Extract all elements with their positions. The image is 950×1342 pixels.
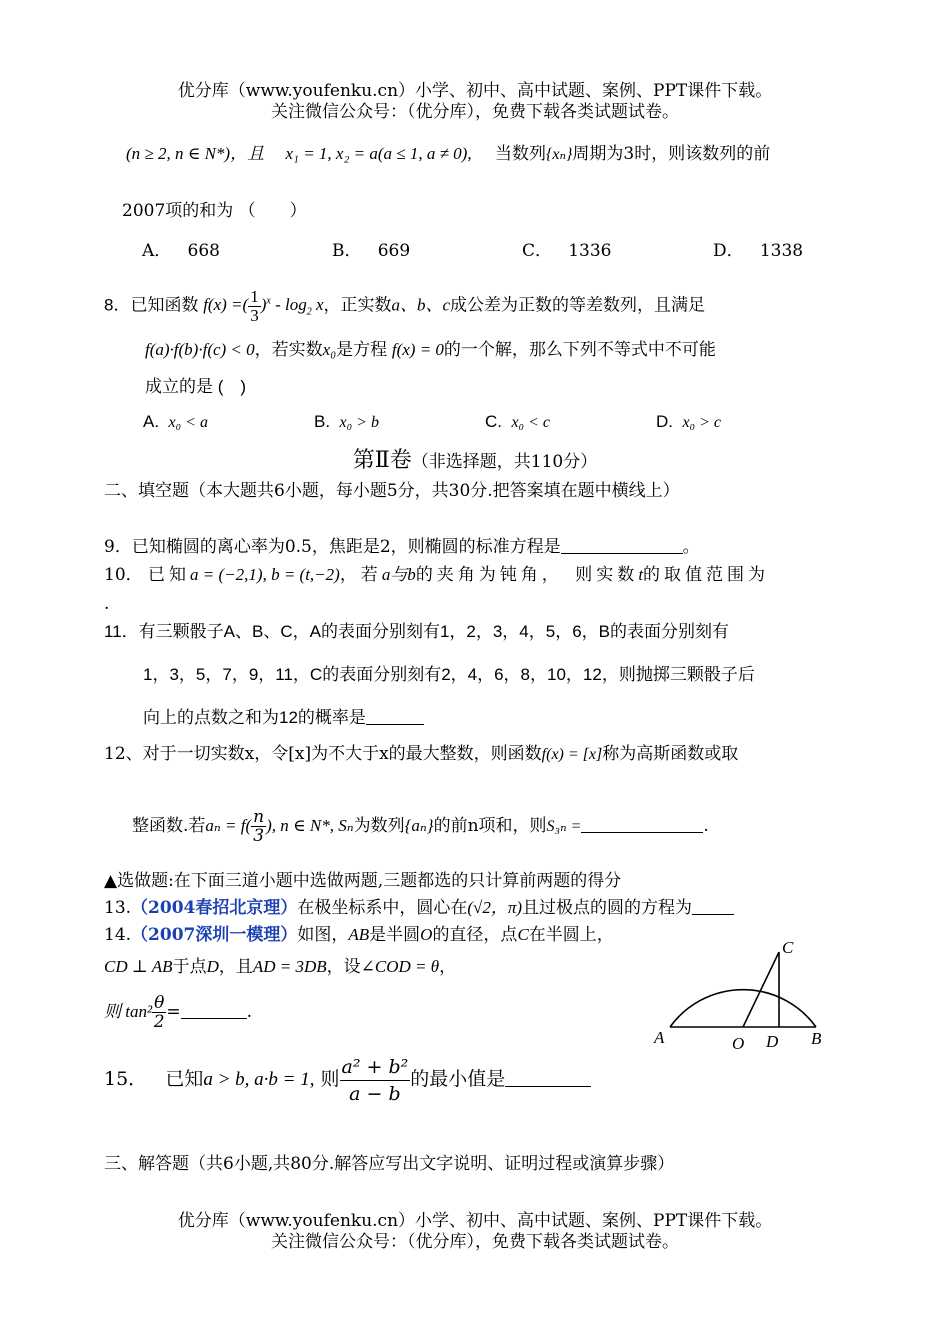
q12-seq: {aₙ} [404,816,434,835]
q15-t1: 已知 [165,1068,204,1090]
q15-frac-den: a − b [349,1082,401,1105]
option-label: C． [522,241,553,261]
q7-text-a: 当数列 [494,144,546,164]
q8-option-d[interactable] [656,411,721,434]
q12-t1: 12、对于一切实数x，令[x]为不大于x的最大整数，则函数 [104,744,542,764]
q8-line-2 [145,339,716,361]
q14-perp: CD ⊥ AB [104,957,173,976]
q12-t2: 称为高斯函数或取 [602,744,739,764]
q10-ab: a与b [381,565,416,584]
q8-t5: 是方程 [336,340,388,359]
part2-subtitle: （非选择题，共110分） [411,452,598,472]
q14-l2d: ，设 [326,957,361,977]
option-value: x₀ < c [511,414,551,431]
q10-end: . [104,594,110,614]
q14-l3b: = [166,1002,181,1022]
label-d: D [766,1032,779,1051]
option-value: 1338 [759,241,804,261]
q14-frac-den: 2 [153,1012,165,1032]
part2-heading [0,450,950,473]
q7-option-d[interactable] [713,240,803,262]
q15-cond: a > b, a·b = 1, [203,1069,315,1090]
label-o: O [732,1034,745,1053]
q14-l2b: 于点 [172,957,207,977]
q8-func: f(x) =( $\frac{1}{3}$ )$^x - \log_2 x$ [203,287,324,325]
q10-t2: ，若 [339,565,382,585]
q8-t6: 的一个解，那么下列不等式中不可能 [443,340,716,359]
header-line-2: 关注微信公众号：（优分库），免费下载各类试题试卷。 [271,102,679,122]
q12-s3n: S₃ₙ = [546,818,582,835]
part2-section: 二、填空题（本大题共6小题，每小题5分，共30分.把答案填在题中横线上） [104,481,680,501]
q10-line-1 [104,564,769,586]
q15-frac-num: a² + b² [340,1054,411,1081]
q11-text: 向上的点数之和为12的概率是 [143,708,366,727]
q12-l2c: 的前n项和，则 [433,816,547,836]
q12-l2a: 整函数.若 [132,816,206,836]
semicircle-figure [648,934,838,1054]
option-label: B． [332,241,362,261]
q14-l3a: 则 tan² [104,1002,153,1021]
q7-line-1 [126,143,770,166]
option-label: A． [142,241,172,261]
option-value: 669 [377,241,411,261]
q14-c: C [517,925,529,944]
q14-d: D [206,957,219,976]
q15 [104,1051,591,1108]
q8-num: 8． [104,295,131,315]
q14-end: . [246,1002,252,1022]
q8-eq: f(x) = 0 [391,340,444,359]
q14-ad: AD = 3DB [252,957,327,976]
label-c: C [782,938,794,957]
semicircle-arc [670,990,816,1027]
q10-vec: a = (−2,1), b = (t,−2) [190,565,340,584]
option-value: x₀ > b [339,414,379,431]
part2-title: 第Ⅱ卷 [352,448,412,473]
q14-line-3 [104,992,252,1032]
q12-func: f(x) = [x] [541,746,603,763]
q12-frac-num: n [253,807,265,827]
q14-ab: AB [348,925,370,944]
q7-line-2: 2007项的和为 （ ） [122,201,307,221]
q8-t2: ，正实数 [323,295,392,315]
q13 [104,897,734,919]
q10-num: 10． [104,565,143,585]
option-label: C. [485,412,502,431]
q8-option-c[interactable] [485,411,550,434]
q12-end: . [703,816,709,836]
q11-line-1: 11．有三颗骰子A、B、C，A的表面分别刻有1，2，3，4，5，6，B的表面分别刻有 [104,622,730,641]
q14-t1: 如图， [297,925,349,945]
option-label: B. [314,412,331,431]
q7-option-c[interactable] [522,240,612,262]
q10-t4: 的取值范围为 [643,565,770,585]
q14-t2: 是半圆 [369,925,421,945]
q8-option-a[interactable] [143,411,208,434]
q14-source: （2007深圳一模理） [131,925,298,945]
option-value: 1336 [568,241,612,261]
option-label: D． [713,241,744,261]
q11-line-3 [143,707,424,729]
q10-t3: 的夹角为钝角， 则实数 [415,565,639,585]
q9-text: 9．已知椭圆的离心率为0.5，焦距是2，则椭圆的标准方程是 [104,537,561,557]
q8-line-1 [104,288,705,325]
option-value: x₀ < a [168,414,208,431]
q15-t2: 则 [320,1068,340,1090]
q12-an2: ), n ∈ N*, Sₙ [266,816,354,835]
q8-t4: ，若实数 [254,340,323,359]
label-b: B [811,1029,822,1048]
q8-cond: f(a)·f(b)·f(c) < 0 [145,340,255,359]
q14-num: 14. [104,925,132,945]
q9-end: 。 [682,537,700,557]
q12-line-2 [132,806,709,847]
part3-section: 三、解答题（共6小题,共80分.解答应写出文字说明、证明过程或演算步骤） [104,1154,675,1174]
q11-line-2: 1，3，5，7，9，11，C的表面分别刻有2，4，6，8，10，12，则抛掷三颗骰子后 [143,665,755,684]
q9-answer-blank[interactable] [561,537,683,554]
label-a: A [654,1028,665,1047]
q8-line-3: 成立的是 ( ) [145,377,247,396]
option-label: D. [656,412,673,431]
q12-answer-blank[interactable] [581,816,703,833]
q14-l2e: ， [439,957,457,977]
q14-line-1 [104,924,614,946]
option-value: x₀ > c [682,414,722,431]
q8-t3: 成公差为正数的等差数列，且满足 [450,295,706,315]
q8-x0: x₀ [322,340,337,359]
choose-note: ▲选做题:在下面三道小题中选做两题,三题都选的只计算前两题的得分 [104,871,622,891]
q8-frac-num: 1 [250,287,259,306]
q8-option-b[interactable] [314,411,379,434]
q7-text-b: 周期为3时，则该数列的前 [572,144,771,164]
q7-option-b[interactable] [332,240,410,262]
footer-line-2: 关注微信公众号：（优分库），免费下载各类试题试卷。 [271,1232,679,1252]
q14-l2c: ，且 [218,957,253,977]
q7-cond: (n ≥ 2, n ∈ N*)，且 [126,144,265,163]
q8-frac-den: 3 [250,306,259,325]
q12-frac-den: 3 [253,826,265,846]
q14-answer-blank[interactable] [181,1002,247,1019]
q14-t4: 在半圆上， [528,925,614,945]
q14-frac-num: θ [154,993,165,1013]
q11-answer-blank[interactable] [366,708,424,725]
q14-t3: 的直径，点 [432,925,518,945]
q13-t1: 在极坐标系中，圆心在 [297,898,468,918]
footer-line-1: 优分库（www.youfenku.cn）小学、初中、高中试题、案例、PPT课件下载。 [177,1211,773,1231]
q15-num: 15． [104,1068,148,1090]
q12-line-1 [104,743,738,766]
q10-t1: 已知 [148,565,191,585]
option-label: A. [143,412,160,431]
q12-an: aₙ = f( [205,816,252,835]
q15-answer-blank[interactable] [505,1070,591,1087]
q7-init: x₁ = 1, x₂ = a(a ≤ 1, a ≠ 0), [285,144,472,163]
q8-t1: 已知函数 [130,295,199,315]
q13-source: （2004春招北京理） [131,898,298,918]
header-line-1: 优分库（www.youfenku.cn）小学、初中、高中试题、案例、PPT课件下载。 [177,81,773,101]
q13-t2: 且过极点的圆的方程为 [522,898,693,918]
q13-point: (√2，π) [467,898,523,917]
option-value: 668 [187,241,220,261]
q13-answer-blank[interactable] [692,898,734,915]
q9 [104,536,700,558]
q12-l2b: 为数列 [353,816,405,836]
q14-line-2 [104,956,456,978]
q13-num: 13. [104,898,132,918]
q15-t3: 的最小值是 [410,1068,506,1090]
q14-angle: ∠COD = θ [360,957,440,976]
q7-option-a[interactable] [142,240,220,262]
q7-seq: {xₙ} [545,146,573,163]
q10-t: t [638,565,644,584]
q14-o: O [420,925,433,944]
q8-abc: a、b、c [391,295,451,315]
